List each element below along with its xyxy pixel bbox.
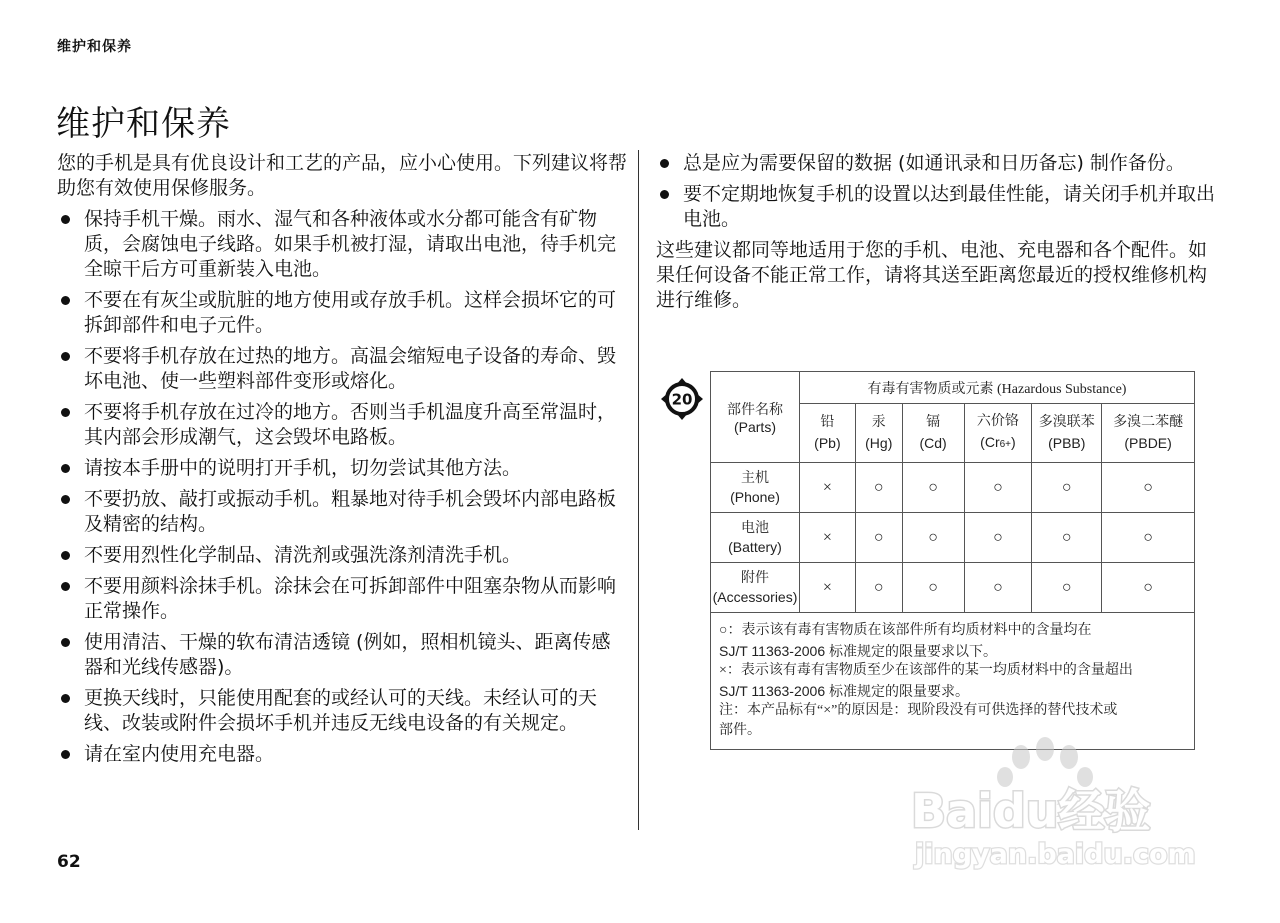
substance-symbol: (PBB) [1048, 435, 1086, 451]
substance-column-header [964, 404, 1032, 463]
substance-mark: × [799, 563, 855, 613]
substance-name-cn: 多溴联苯 [1038, 415, 1095, 430]
list-item: 不要将手机存放在过热的地方。高温会缩短电子设备的寿命、毁坏电池、使一些塑料部件变形或熔化。 [57, 344, 627, 394]
substance-mark: × [799, 513, 855, 563]
eco-period-number: 20 [671, 390, 693, 409]
substance-column-header [799, 404, 855, 463]
note-line: ○：表示该有毒有害物质在该部件所有均质材料中的含量均在 [719, 623, 1092, 638]
substance-mark: ○ [902, 513, 964, 563]
substance-name-cn: 六价铬 [976, 414, 1019, 429]
substance-mark: ○ [1102, 463, 1195, 513]
watermark-brand: Baidu经验 [911, 784, 1151, 838]
part-name-en: (Phone) [730, 488, 780, 505]
page-number: 62 [57, 852, 81, 872]
symbol-superscript: 6+ [999, 439, 1012, 450]
table-row [711, 513, 1195, 563]
substance-mark: ○ [855, 513, 902, 563]
part-name-cell [711, 513, 800, 563]
substance-column-header [902, 404, 964, 463]
part-name-en: (Battery) [728, 538, 782, 555]
care-tips-list-continued [656, 151, 1224, 232]
substance-mark: ○ [1102, 513, 1195, 563]
list-item: 不要将手机存放在过冷的地方。否则当手机温度升高至常温时，其内部会形成潮气，这会毁坏电路板。 [57, 400, 627, 450]
substance-column-header [855, 404, 902, 463]
substance-name-cn: 多溴二苯醚 [1113, 415, 1184, 430]
substance-column-header [1032, 404, 1102, 463]
substance-mark: ○ [964, 563, 1032, 613]
parts-header-en: (Parts) [733, 419, 776, 435]
table-notes [711, 613, 1195, 750]
list-item: 不要用颜料涂抹手机。涂抹会在可拆卸部件中阻塞杂物从而影响正常操作。 [57, 574, 627, 624]
part-name-cn: 电池 [740, 520, 769, 536]
left-column [57, 151, 627, 773]
parts-header-cn: 部件名称 [726, 403, 783, 418]
list-item: 使用清洁、干燥的软布清洁透镜 (例如，照相机镜头、距离传感器和光线传感器)。 [57, 630, 627, 680]
list-item: 更换天线时，只能使用配套的或经认可的天线。未经认可的天线、改装或附件会损坏手机并违反无线电设备的有关规定。 [57, 686, 627, 736]
table-row [711, 563, 1195, 613]
note-line: SJ/T 11363-2006 标准规定的限量要求以下。 [719, 643, 998, 659]
page-title: 维护和保养 [56, 104, 231, 144]
substance-mark: ○ [902, 463, 964, 513]
watermark-url: jingyan.baidu.com [915, 839, 1196, 870]
substance-mark: ○ [1032, 463, 1102, 513]
substance-mark: ○ [964, 513, 1032, 563]
substance-symbol: (Cd) [919, 435, 947, 451]
eco-period-logo-icon [659, 376, 705, 422]
part-name-cell [711, 463, 800, 513]
substance-symbol: (Pb) [814, 435, 841, 451]
parts-header-cell [711, 372, 800, 463]
list-item: 保持手机干燥。雨水、湿气和各种液体或水分都可能含有矿物质，会腐蚀电子线路。如果手机被打湿，请取出电池，待手机完全晾干后方可重新装入电池。 [57, 207, 627, 282]
symbol-suffix: ) [1011, 434, 1016, 450]
substance-name-cn: 铅 [820, 415, 835, 430]
substance-mark: ○ [1032, 513, 1102, 563]
note-line: 部件。 [719, 723, 761, 738]
substance-header: 有毒有害物质或元素 (Hazardous Substance) [867, 381, 1127, 397]
baidu-watermark [905, 735, 1205, 875]
hazardous-substance-table [710, 371, 1195, 750]
paw-logo-icon [997, 737, 1093, 787]
substance-header-cell [799, 372, 1194, 404]
symbol-prefix: (Cr [980, 434, 1000, 450]
list-item: 总是应为需要保留的数据 (如通讯录和日历备忘) 制作备份。 [656, 151, 1224, 176]
right-column [656, 151, 1224, 313]
column-divider [638, 150, 639, 830]
list-item: 不要在有灰尘或肮脏的地方使用或存放手机。这样会损坏它的可拆卸部件和电子元件。 [57, 288, 627, 338]
list-item: 请在室内使用充电器。 [57, 742, 627, 767]
part-name-cn: 主机 [740, 470, 769, 486]
note-line: SJ/T 11363-2006 标准规定的限量要求。 [719, 683, 970, 699]
care-tips-list [57, 207, 627, 767]
closing-paragraph: 这些建议都同等地适用于您的手机、电池、充电器和各个配件。如果任何设备不能正常工作，请将其送至距离您最近的授权维修机构进行维修。 [656, 239, 1208, 311]
substance-mark: ○ [964, 463, 1032, 513]
substance-mark: ○ [1102, 563, 1195, 613]
substance-mark: ○ [1032, 563, 1102, 613]
list-item: 请按本手册中的说明打开手机，切勿尝试其他方法。 [57, 456, 627, 481]
part-name-en: (Accessories) [712, 588, 798, 605]
substance-mark: × [799, 463, 855, 513]
substance-column-header [1102, 404, 1195, 463]
substance-name-cn: 镉 [926, 415, 941, 430]
note-line: ×：表示该有毒有害物质至少在该部件的某一均质材料中的含量超出 [719, 663, 1133, 678]
part-name-cn: 附件 [740, 570, 769, 586]
table-row [711, 463, 1195, 513]
substance-symbol: (PBDE) [1124, 435, 1172, 451]
note-line: 注：本产品标有“×”的原因是：现阶段没有可供选择的替代技术或 [719, 703, 1118, 718]
list-item: 不要用烈性化学制品、清洗剂或强洗涤剂清洗手机。 [57, 543, 627, 568]
intro-paragraph: 您的手机是具有优良设计和工艺的产品，应小心使用。下列建议将帮助您有效使用保修服务。 [57, 152, 628, 199]
substance-mark: ○ [855, 563, 902, 613]
substance-name-cn: 汞 [871, 415, 886, 430]
substance-mark: ○ [902, 563, 964, 613]
substance-mark: ○ [855, 463, 902, 513]
list-item: 要不定期地恢复手机的设置以达到最佳性能，请关闭手机并取出电池。 [656, 182, 1224, 232]
substance-symbol: (Hg) [865, 435, 893, 451]
running-header: 维护和保养 [57, 39, 132, 55]
part-name-cell [711, 563, 800, 613]
list-item: 不要扔放、敲打或振动手机。粗暴地对待手机会毁坏内部电路板及精密的结构。 [57, 487, 627, 537]
substance-symbol [965, 432, 1032, 455]
